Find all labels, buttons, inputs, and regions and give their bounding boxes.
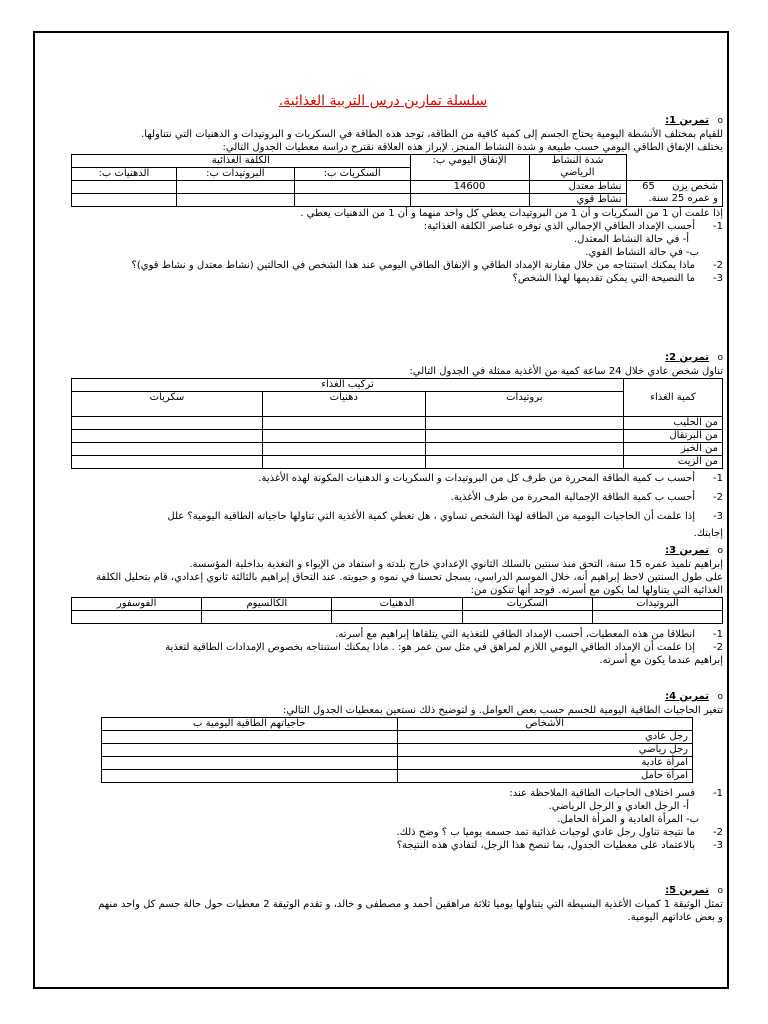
exercise-3-paragraph-2: على طول السنتين لاحظ إبراهيم أنه، خلال الموسم الدراسي، يسجل تحسنا في نموه و حيويته. عند التحاق إبراهيم بالثالثة ثانوي إعدادي، قام بتحليل الكلفة [96,572,723,583]
exercise-2-q2: أحسب ب كمية الطاقة الإجمالية المحررة من طرف الأغذية. [450,492,695,503]
exercise-4-q1a: أ- الرجل العادي و الرجل الرياضي. [548,801,689,812]
exercise-4-q3: بالاعتماد على معطيات الجدول، بما تنصح هذا الرجل، لتفادي هذه النتيجة؟ [396,840,695,851]
table-row: من الزيت [624,456,723,469]
person-weight-value: 65 [642,181,655,192]
worksheet [37,92,729,988]
exercise-2-q3: إذا علمت أن الحاجيات اليومية من الطاقة لهذا الشخص تساوي ، هل تغطي كمية الأغذية التي تناولها حاجياته الطاقية اليومية؟ علل [167,511,695,522]
person-weight-label: شخص يزن [672,181,718,192]
col-food-cost: الكلفة الغذائية [72,155,411,168]
exercise-2-heading: تمرين 2: [665,352,709,363]
exercise-1-heading: تمرين 1: [665,115,709,126]
col-persons: الأشخاص [397,718,693,731]
exercise-3-table [71,597,723,624]
exercise-5-heading: تمرين 5: [665,885,709,896]
exercise-1-q2: ماذا يمكنك استنتاجه من خلال مقارنة الإمداد الطاقي و الإنفاق الطاقي اليومي عند هذا الشخص في الحالتين (نشاط معتدل و نشاط قوي)؟ [131,260,695,271]
col-protein: البروتيدات [592,598,722,611]
q-number: 1- [713,473,723,484]
row-moderate-value: 14600 [410,181,529,194]
row-strong: نشاط قوي [529,194,626,207]
col-daily-expense: الإنفاق اليومي ب: [410,155,529,181]
col-phosphorus: الفوسفور [72,598,202,611]
exercise-2-q3-end: إجابتك. [693,528,723,539]
exercise-3-q1: انطلاقا من هذه المعطيات، أحسب الإمداد الطاقي للتغذية التي يتلقاها إبراهيم مع أسرته. [335,629,695,640]
col-protein: بروتيدات [425,392,623,417]
table-row: من البرتقال [624,430,723,443]
col-fat: الدهنيات ب: [72,168,177,181]
person-cell [626,181,723,207]
table-row: رجل رياضي [397,744,693,757]
q-number: 1- [713,221,723,232]
exercise-2-intro: تناول شخص عادي خلال 24 ساعة كمية من الأغذية ممثلة في الجدول التالي: [409,366,723,377]
bullet-icon: o [717,546,723,556]
q-number: 1- [713,629,723,640]
col-food-composition: تركيب الغذاء [72,379,624,392]
exercise-1 [41,114,723,285]
exercise-4 [41,690,723,852]
person-age: و عمره 25 سنة. [648,193,718,204]
exercise-3-paragraph-3: الغذائية التي يتناولها لما يكون مع أسرته. فوجد أنها تتكون من: [470,585,723,596]
table-row: رجل عادي [397,731,693,744]
exercise-5-paragraph-1: تمثل الوثيقة 1 كميات الأغذية البسيطة التي يتناولها يوميا ثلاثة مراهقين أحمد و مصطفى و خالد، و تقدم الوثيقة 2 معطيات حول حالة جسم كل واحد منهم [98,899,723,910]
bullet-icon: o [717,116,723,126]
exercise-1-given: إذا علمت أن 1 من السكريات و أن 1 من البروتيدات يعطي كل واحد منهما و أن 1 من الدهنيات يعطي . [300,208,723,219]
q-number: 3- [713,511,723,522]
exercise-3-paragraph-1: إبراهيم تلميذ عمره 15 سنة، التحق منذ سنتين بالسلك الثانوي الإعدادي خارج بلدته و استفاد من الإيواء و التغذية بداخلية المؤسسة. [189,559,723,570]
q-number: 2- [713,260,723,271]
exercise-2-table [71,378,723,469]
q-number: 2- [713,827,723,838]
exercise-2-q1: أحسب ب كمية الطاقة المحررة من طرف كل من البروتيدات و السكريات و الدهنيات المكونة لهذه الأغذية. [258,473,695,484]
col-protein: البروتيدات ب: [176,168,294,181]
exercise-4-intro: تتغير الحاجيات الطاقية اليومية للجسم حسب بعض العوامل. و لتوضيح ذلك نستعين بمعطيات الجدول التالي: [283,705,723,716]
exercise-5 [41,884,723,924]
exercise-1-q1b: ب- في حالة النشاط القوي. [585,247,699,258]
col-food-quantity: كمية الغذاء [624,379,723,417]
exercise-4-table [101,717,693,783]
exercise-2 [41,351,723,540]
exercise-3 [41,544,723,667]
exercise-3-heading: تمرين 3: [665,545,709,556]
exercise-4-q2: ما نتيجة تناول رجل عادي لوجبات غذائية تمد جسمه يوميا ب ؟ وضح ذلك. [396,827,695,838]
worksheet-title: سلسلة تمارين درس التربية الغذائية. [278,93,488,109]
q-number: 2- [713,642,723,653]
bullet-icon: o [717,353,723,363]
col-calcium: الكالسيوم [202,598,332,611]
exercise-1-q1a: أ- في حالة النشاط المعتدل. [573,234,689,245]
col-sugar: سكريات [72,392,263,417]
q-number: 3- [713,273,723,284]
col-sugar: السكريات [462,598,592,611]
q-number: 1- [713,788,723,799]
exercise-4-q1b: ب- المرأة العادية و المرأة الحامل. [557,814,699,825]
exercise-4-q1: فسر اختلاف الحاجيات الطاقية الملاحظة عند: [509,788,695,799]
exercise-1-paragraph-1: للقيام بمختلف الأنشطة اليومية يحتاج الجسم إلى كمية كافية من الطاقة، توجد هذه الطاقة في السكريات و البروتيدات و الدهنيات التي نتناولها. [141,129,723,140]
col-intensity: شدة النشاط الرياضي [529,155,626,181]
exercise-3-q2: إذا علمت أن الإمداد الطاقي اليومي اللازم لمراهق في مثل سن عمر هو: . ماذا يمكنك استنتاجه بخصوص الإمدادات الطاقية لتغذية [165,642,695,653]
col-daily-needs: حاجياتهم الطاقية اليومية ب [102,718,398,731]
exercise-1-q1: أحسب الإمداد الطاقي الإجمالي الذي توفره عناصر الكلفة الغذائية: [423,221,695,232]
q-number: 2- [713,492,723,503]
col-sugar: السكريات ب: [294,168,410,181]
col-fat: دهنيات [262,392,425,417]
exercise-1-paragraph-2: يختلف الإنفاق الطاقي اليومي حسب طبيعة و شدة النشاط المنجز. لإبراز هذه العلاقة نقترح دراسة معطيات الجدول التالي: [222,142,723,153]
exercise-3-q2-end: إبراهيم عندما يكون مع أسرته. [599,655,723,666]
table-row: من الحليب [624,417,723,430]
row-moderate: نشاط معتدل [529,181,626,194]
table-row: من الخبز [624,443,723,456]
table-row: امرأة حامل [397,770,693,783]
exercise-1-q3: ما النصيحة التي يمكن تقديمها لهذا الشخص؟ [512,273,695,284]
q-number: 3- [713,840,723,851]
exercise-5-paragraph-2: و بعض عاداتهم اليومية. [627,912,723,923]
exercise-1-table [71,154,723,207]
bullet-icon: o [717,692,723,702]
bullet-icon: o [717,886,723,896]
exercise-4-heading: تمرين 4: [665,691,709,702]
table-row: امرأة عادية [397,757,693,770]
col-fat: الدهنيات [332,598,462,611]
